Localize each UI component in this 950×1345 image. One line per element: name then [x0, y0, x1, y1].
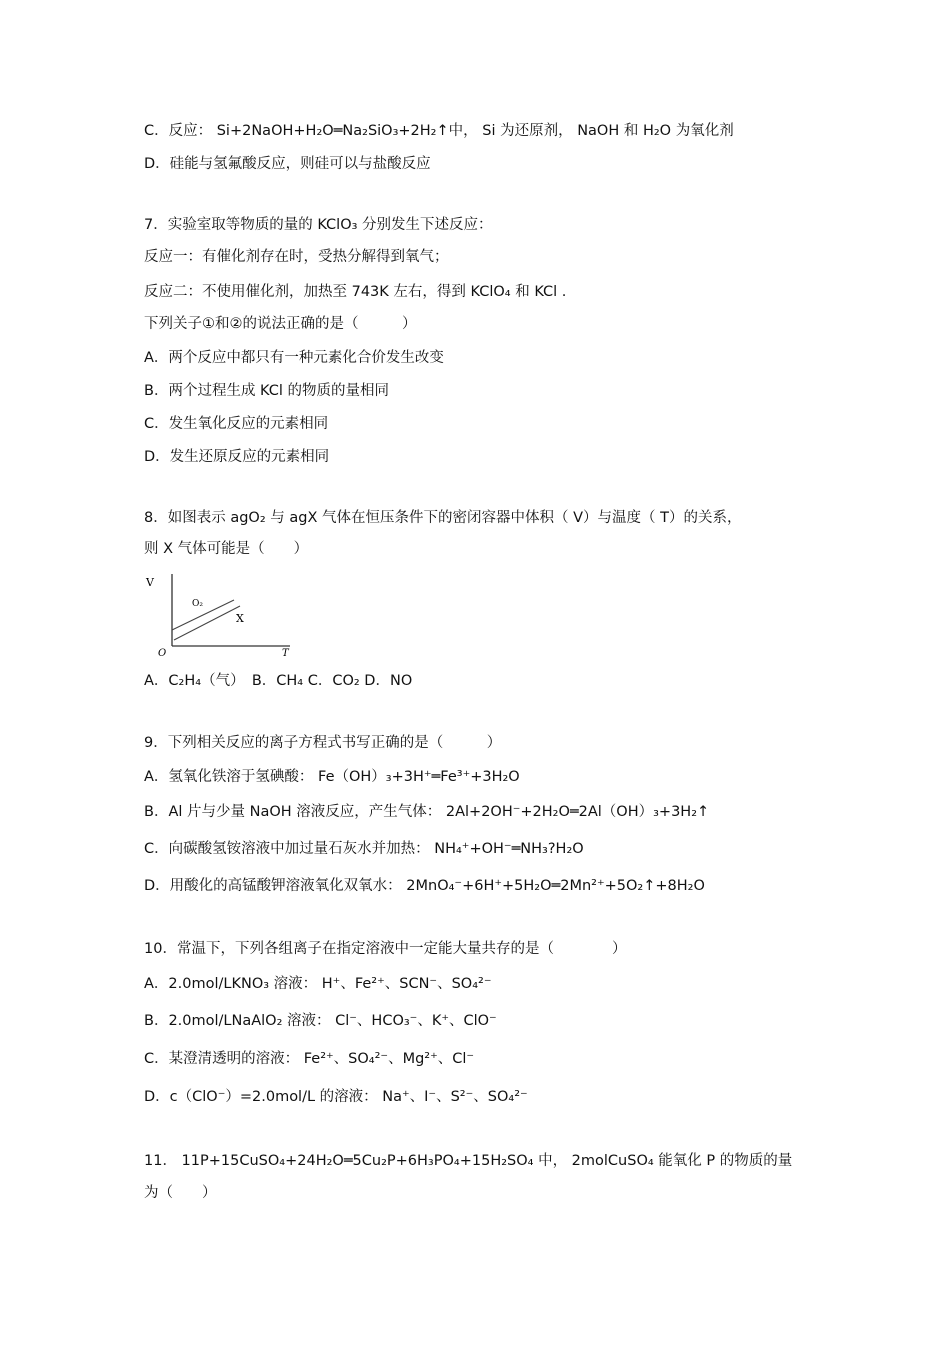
curve-x	[174, 606, 240, 640]
q7-stem: 7．实验室取等物质的量的 KClO₃ 分别发生下述反应：	[144, 217, 493, 233]
q10-option-c: C．某澄清透明的溶液： Fe²⁺、SO₄²⁻、Mg²⁺、Cl⁻	[144, 1051, 475, 1067]
q9-option-a: A．氢氧化铁溶于氢碘酸： Fe（OH）₃+3H⁺═Fe³⁺+3H₂O	[144, 769, 520, 785]
q7-option-c: C．发生氧化反应的元素相同	[144, 416, 329, 432]
q7-option-a: A．两个反应中都只有一种元素化合价发生改变	[144, 350, 444, 366]
q7-question: 下列关子①和②的说法正确的是（ ）	[144, 316, 417, 332]
volume-temperature-graph	[142, 572, 292, 658]
q8-stem: 8．如图表示 agO₂ 与 agX 气体在恒压条件下的密闭容器中体积（ V）与温度（ T）的关系，	[144, 510, 742, 526]
origin-label: O	[158, 648, 167, 658]
q7-option-b: B．两个过程生成 KCl 的物质的量相同	[144, 383, 390, 399]
curve-x-label: X	[236, 612, 244, 625]
q9-option-b: B．Al 片与少量 NaOH 溶液反应，产生气体： 2Al+2OH⁻+2H₂O═2Al（OH）₃+3H₂↑	[144, 804, 710, 820]
q7-option-d: D．发生还原反应的元素相同	[144, 449, 330, 465]
q6-option-d: D．硅能与氢氟酸反应，则硅可以与盐酸反应	[144, 156, 431, 172]
q7-reaction-two: 反应二：不使用催化剂，加热至 743K 左右，得到 KClO₄ 和 KCl .	[144, 284, 567, 300]
q9-option-c: C．向碳酸氢铵溶液中加过量石灰水并加热： NH₄⁺+OH⁻═NH₃?H₂O	[144, 841, 584, 857]
x-axis-label: T	[282, 648, 289, 658]
q11-stem: 11． 11P+15CuSO₄+24H₂O═5Cu₂P+6H₃PO₄+15H₂SO₄ 中， 2molCuSO₄ 能氧化 P 的物质的量	[144, 1153, 793, 1169]
q8-stem-cont: 则 X 气体可能是（ ）	[144, 541, 309, 557]
q6-option-c: C．反应： Si+2NaOH+H₂O═Na₂SiO₃+2H₂↑中， Si 为还原剂， NaOH 和 H₂O 为氧化剂	[144, 123, 734, 139]
q10-stem: 10．常温下，下列各组离子在指定溶液中一定能大量共存的是（ ）	[144, 941, 627, 957]
q10-option-d: D．c（ClO⁻）=2.0mol/L 的溶液： Na⁺、I⁻、S²⁻、SO₄²⁻	[144, 1089, 528, 1105]
q7-reaction-one: 反应一：有催化剂存在时，受热分解得到氧气；	[144, 249, 449, 265]
q9-option-d: D．用酸化的高锰酸钾溶液氧化双氧水： 2MnO₄⁻+6H⁺+5H₂O═2Mn²⁺+5O₂↑+8H₂O	[144, 878, 705, 894]
q9-stem: 9．下列相关反应的离子方程式书写正确的是（ ）	[144, 735, 502, 751]
y-axis-label: V	[146, 576, 154, 589]
q11-stem-cont: 为（ ）	[144, 1185, 217, 1201]
curve-o2-label: O₂	[192, 599, 203, 609]
q8-options: A．C₂H₄（气） B．CH₄ C．CO₂ D．NO	[144, 673, 413, 689]
q10-option-a: A．2.0mol/LKNO₃ 溶液： H⁺、Fe²⁺、SCN⁻、SO₄²⁻	[144, 976, 492, 992]
q10-option-b: B．2.0mol/LNaAlO₂ 溶液： Cl⁻、HCO₃⁻、K⁺、ClO⁻	[144, 1013, 497, 1029]
